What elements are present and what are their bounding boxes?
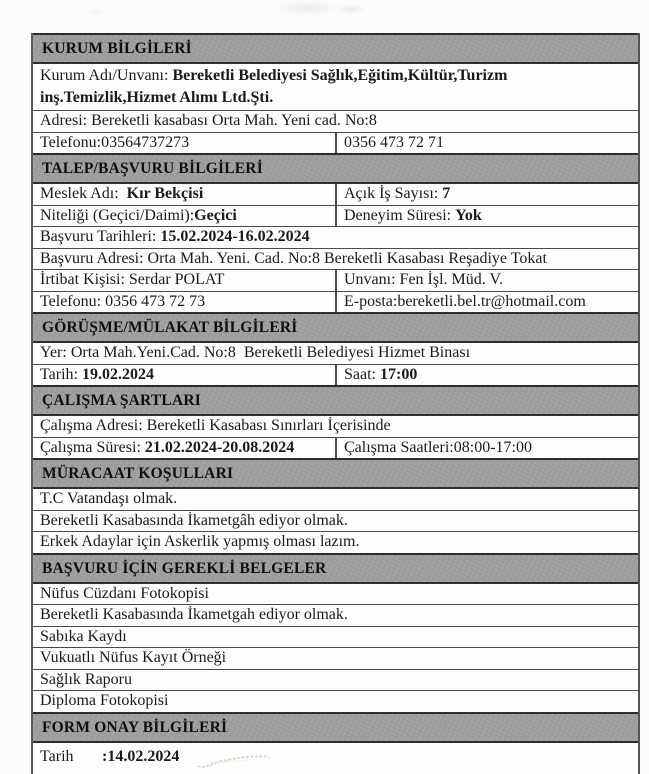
field-label: Meslek Adı: bbox=[40, 185, 127, 202]
section-header-gorusme-mulakat bbox=[33, 312, 638, 343]
cell-acik-is-sayisi bbox=[335, 184, 638, 205]
list-item-muracaat bbox=[33, 510, 638, 532]
field-text: Yer: Orta Mah.Yeni.Cad. No:8 Bereketli Belediyesi Hizmet Binası bbox=[40, 344, 471, 361]
row-niteligi-deneyim bbox=[33, 205, 638, 227]
list-item-belge bbox=[33, 647, 638, 669]
section-title: BAŞVURU İÇİN GEREKLİ BELGELER bbox=[42, 559, 327, 577]
field-value: 19.02.2024 bbox=[81, 365, 154, 383]
field-value: Geçici bbox=[194, 206, 237, 224]
cell-telefonu-2 bbox=[335, 133, 638, 154]
field-label: Açık İş Sayısı: bbox=[344, 185, 443, 202]
cell-niteligi bbox=[33, 206, 335, 227]
section-header-calisma-sartlari bbox=[33, 385, 638, 416]
cell-telefonu bbox=[33, 292, 335, 313]
section-header-talep-basvuru bbox=[33, 153, 638, 184]
field-label: Deneyim Süresi: bbox=[344, 206, 456, 224]
cell-telefonu bbox=[33, 133, 335, 154]
row-irtibat-unvani bbox=[33, 269, 638, 291]
section-header-kurum-bilgileri bbox=[33, 33, 638, 64]
row-basvuru-tarihleri bbox=[33, 226, 638, 248]
row-telefon-eposta bbox=[33, 291, 638, 313]
field-value: Yok bbox=[455, 206, 482, 224]
list-item-belge bbox=[33, 626, 638, 648]
field-value: 7 bbox=[442, 185, 451, 202]
job-posting-form-table bbox=[31, 33, 640, 774]
section-header-muracaat-kosullari bbox=[33, 458, 638, 489]
cell-calisma-suresi bbox=[33, 438, 335, 459]
field-value: 15.02.2024-16.02.2024 bbox=[160, 228, 310, 245]
field-value: :14.02.2024 bbox=[102, 747, 180, 765]
section-title: KURUM BİLGİLERİ bbox=[42, 40, 192, 57]
cell-irtibat-kisisi bbox=[33, 270, 335, 291]
list-item-muracaat bbox=[33, 531, 638, 553]
row-telefon bbox=[33, 132, 638, 154]
cell-eposta bbox=[335, 292, 638, 313]
row-kurum-adi bbox=[33, 64, 638, 110]
field-value: Kır Bekçisi bbox=[126, 185, 204, 202]
field-text: Adresi: Bereketli kasabası Orta Mah. Yeni cad. No:8 bbox=[40, 112, 377, 129]
list-item-belge bbox=[33, 604, 638, 626]
field-text: E-posta:bereketli.bel.tr@hotmail.com bbox=[344, 292, 586, 310]
field-text: Vukuatlı Nüfus Kayıt Örneği bbox=[40, 649, 227, 666]
row-meslek-acikis bbox=[33, 184, 638, 205]
field-text: Başvuru Adresi: Orta Mah. Yeni. Cad. No:8 Bereketli Kasabası Reşadiye Tokat bbox=[40, 249, 547, 267]
cell-saat bbox=[335, 365, 638, 386]
cell-unvani bbox=[335, 270, 638, 291]
field-label: Saat: bbox=[344, 365, 380, 383]
cell-meslek-adi bbox=[33, 184, 335, 205]
section-title: MÜRACAAT KOŞULLARI bbox=[42, 465, 234, 482]
cell-deneyim-suresi bbox=[335, 206, 638, 227]
section-title: GÖRÜŞME/MÜLAKAT BİLGİLERİ bbox=[42, 319, 298, 336]
scan-smudge bbox=[336, 4, 366, 14]
row-calisma-adresi bbox=[33, 416, 638, 437]
section-title: FORM ONAY BİLGİLERİ bbox=[42, 718, 228, 736]
field-label: Niteliği (Geçici/Daimi): bbox=[40, 206, 195, 224]
field-text: 0356 473 72 71 bbox=[344, 133, 444, 151]
section-header-form-onay bbox=[33, 712, 638, 743]
list-item-belge bbox=[33, 690, 638, 712]
list-item-belge bbox=[33, 584, 638, 605]
field-text: T.C Vatandaşı olmak. bbox=[40, 490, 178, 507]
field-value: 21.02.2024-20.08.2024 bbox=[144, 438, 295, 456]
field-label: Tarih bbox=[40, 747, 74, 765]
field-text: Çalışma Saatleri:08:00-17:00 bbox=[344, 438, 532, 456]
scan-smudge bbox=[274, 0, 340, 16]
field-text: Sabıka Kaydı bbox=[40, 627, 127, 645]
field-text: Bereketli Kasabasında İkametgâh ediyor olmak. bbox=[40, 511, 348, 529]
section-title: TALEP/BAŞVURU BİLGİLERİ bbox=[42, 160, 263, 177]
section-title: ÇALIŞMA ŞARTLARI bbox=[42, 392, 201, 409]
row-calisma-suresi-saatleri bbox=[33, 437, 638, 459]
row-onay-tarih bbox=[33, 743, 638, 774]
field-text: Nüfus Cüzdanı Fotokopisi bbox=[40, 584, 209, 602]
row-adresi bbox=[33, 110, 638, 132]
section-header-gerekli-belgeler bbox=[33, 553, 638, 584]
list-item-muracaat bbox=[33, 489, 638, 510]
field-text: Telefonu: 0356 473 72 73 bbox=[40, 292, 206, 310]
row-tarih-saat bbox=[33, 364, 638, 386]
signature-scribble bbox=[195, 749, 273, 771]
row-basvuru-adresi bbox=[33, 248, 638, 270]
field-label: Kurum Adı/Unvanı: bbox=[40, 67, 173, 84]
cell-tarih bbox=[33, 365, 335, 386]
field-value: Bereketli Belediyesi Sağlık,Eğitim,Kültür,Turizm inş.Temizlik,Hizmet Alımı Ltd.Şti. bbox=[40, 67, 508, 106]
scan-smudge bbox=[88, 8, 106, 16]
field-text: İrtibat Kişisi: Serdar POLAT bbox=[40, 271, 225, 288]
field-text: Unvanı: Fen İşl. Müd. V. bbox=[344, 271, 503, 288]
field-text: Diploma Fotokopisi bbox=[40, 692, 169, 709]
list-item-belge bbox=[33, 669, 638, 691]
row-yer bbox=[33, 343, 638, 364]
field-label: Tarih: bbox=[40, 365, 82, 383]
field-value: 17:00 bbox=[380, 365, 418, 383]
field-text: Telefonu:03564737273 bbox=[40, 133, 190, 151]
field-label: Başvuru Tarihleri: bbox=[40, 228, 161, 245]
field-label: Çalışma Süresi: bbox=[40, 438, 145, 456]
field-text: Çalışma Adresi: Bereketli Kasabası Sınırları İçerisinde bbox=[40, 417, 391, 434]
cell-calisma-saatleri bbox=[335, 438, 638, 459]
field-text: Erkek Adaylar için Askerlik yapmış olması lazım. bbox=[40, 533, 360, 550]
field-text: Bereketli Kasabasında İkametgah ediyor olmak. bbox=[40, 606, 348, 623]
field-text: Sağlık Raporu bbox=[40, 670, 132, 688]
